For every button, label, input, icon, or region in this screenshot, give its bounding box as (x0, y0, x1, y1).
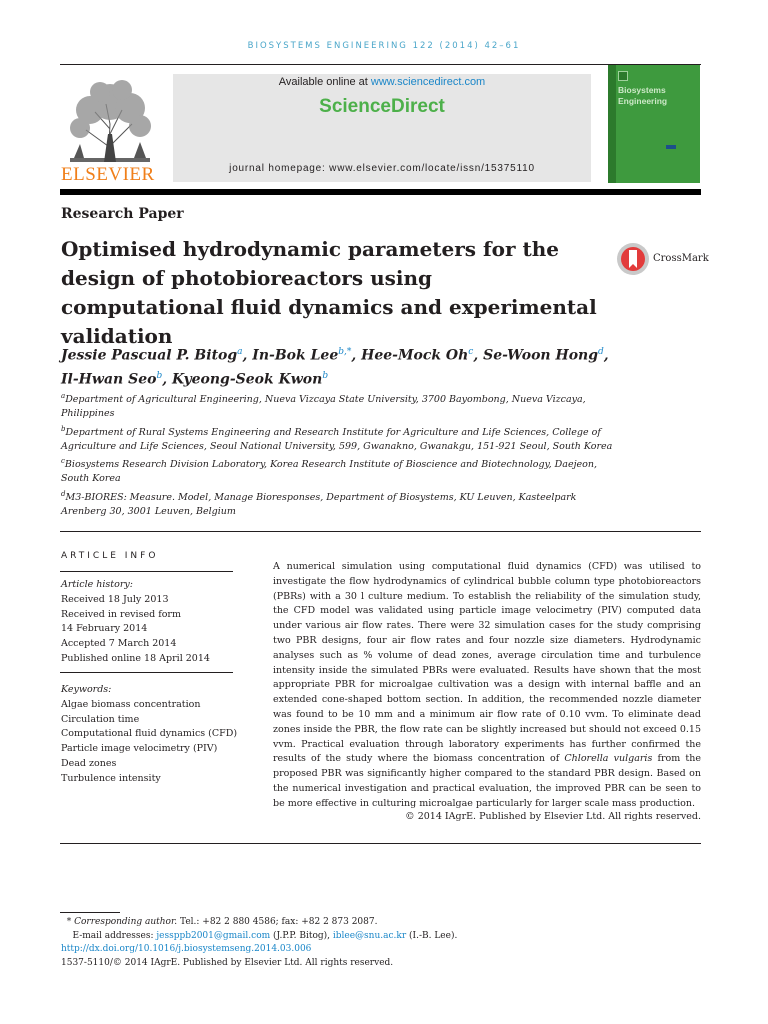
abstract-species: Chlorella vulgaris (564, 753, 653, 765)
corresponding-text: Tel.: +82 2 880 4586; fax: +82 2 873 2087. (177, 917, 378, 927)
author-name[interactable]: In-Bok Lee (252, 347, 339, 364)
history-entry: Published online 18 April 2014 (61, 652, 210, 664)
abstract-paragraph (273, 560, 701, 812)
affiliation (61, 487, 621, 520)
affiliation-marker: c (61, 457, 65, 466)
author-list (61, 342, 641, 389)
affiliation (61, 454, 621, 487)
section-label: Research Paper (61, 206, 184, 222)
available-online-line (173, 76, 591, 88)
author-separator: , (603, 347, 609, 364)
keywords-label: Keywords: (61, 684, 112, 695)
available-prefix: Available online at (278, 76, 371, 88)
email-link[interactable]: iblee@snu.ac.kr (332, 930, 407, 941)
cover-stripe (608, 65, 616, 183)
author-separator: , (162, 371, 172, 388)
author-affil-marker[interactable]: b (156, 370, 163, 381)
keywords (61, 683, 241, 787)
cover-title (618, 85, 667, 107)
journal-running-header: BIOSYSTEMS ENGINEERING 122 (2014) 42–61 (247, 41, 521, 51)
abstract (273, 560, 701, 812)
affiliation-marker: d (61, 489, 66, 498)
affiliation (61, 389, 621, 422)
header-rule (60, 64, 701, 65)
author-affil-marker[interactable]: d (598, 347, 604, 357)
article-title: Optimised hydrodynamic parameters for the design of photobioreactors using computational fluid dynamics and experimental validation (61, 237, 597, 348)
elsevier-wordmark: ELSEVIER (61, 164, 155, 185)
article-history (61, 578, 241, 667)
author-separator: , (473, 347, 484, 364)
cover-logo-mark (618, 71, 628, 81)
affiliation (61, 422, 621, 455)
sciencedirect-wordmark: ScienceDirect (319, 96, 445, 117)
cover-badge (666, 145, 676, 149)
keyword: Particle image velocimetry (PIV) (61, 743, 218, 755)
history-entry: Received 18 July 2013 (61, 593, 169, 605)
history-label: Article history: (61, 579, 133, 590)
keyword: Turbulence intensity (61, 772, 161, 784)
affiliation-list (61, 389, 621, 519)
author-separator: , (242, 347, 253, 364)
article-info-rule (60, 571, 233, 572)
corresponding-label: * Corresponding author. (66, 917, 178, 927)
corresponding-author-note (61, 916, 701, 930)
email-link[interactable]: jessppb2001@gmail.com (156, 930, 271, 941)
author-name[interactable]: Jessie Pascual P. Bitog (61, 347, 238, 364)
keywords-rule (60, 672, 233, 673)
doi-link[interactable]: http://dx.doi.org/10.1016/j.biosystemseng.2014.03.006 (61, 944, 312, 955)
author-name[interactable]: Se-Woon Hong (483, 347, 598, 364)
author-separator: , (351, 347, 362, 364)
footnote-rule (60, 912, 120, 913)
affiliation-text: M3-BIORES: Measure. Model, Manage Bioresponses, Department of Biosystems, KU Leuven, Kasteelpark Arenberg 30, 3001 Leuven, Belgium (61, 491, 577, 518)
author-affil-marker[interactable]: b (322, 370, 329, 381)
affiliation-text: Biosystems Research Division Laboratory, Korea Research Institute of Bioscience and Biotechnology, Daejeon, South Korea (61, 459, 598, 485)
keyword: Circulation time (61, 713, 140, 725)
article-info-heading: ARTICLE INFO (61, 551, 159, 561)
author-name[interactable]: Hee-Mock Oh (361, 347, 469, 364)
affiliation-marker: b (61, 424, 66, 433)
section-divider (60, 531, 701, 532)
journal-cover-thumbnail (608, 65, 700, 183)
header-thick-rule (60, 189, 701, 195)
abstract-bottom-rule (60, 843, 701, 844)
email-owner: (I.-B. Lee). (406, 930, 458, 941)
email-prefix: E-mail addresses: (72, 930, 157, 941)
issn-copyright: 1537-5110/© 2014 IAgrE. Published by Elsevier Ltd. All rights reserved. (61, 957, 394, 968)
crossmark-label[interactable]: CrossMark (653, 253, 709, 264)
abstract-text-cont: from the proposed PBR was significantly higher compared to the standard PBR design. Based on the numerical investigation and practical evaluation, the improved PBR can be seen to be more effective in culturing microalgae particularly for larger scale mass production. (273, 753, 701, 809)
keyword: Computational fluid dynamics (CFD) (61, 728, 238, 740)
affiliation-marker: a (61, 392, 66, 400)
author-affil-marker[interactable]: a (237, 347, 243, 357)
footnotes (61, 916, 701, 970)
history-entry: Accepted 7 March 2014 (61, 638, 177, 650)
affiliation-text: Department of Rural Systems Engineering and Research Institute for Agriculture and Life Sciences, College of Agriculture and Life Sciences, Seoul National University, 599, Gwanakno, Gwanakgu, 151-921 Seoul, South Korea (61, 426, 613, 452)
author-affil-marker[interactable]: b,* (338, 347, 352, 357)
cover-title-line2: Engineering (618, 96, 668, 106)
author-name[interactable]: Kyeong-Seok Kwon (171, 371, 323, 388)
keyword: Algae biomass concentration (61, 698, 201, 710)
email-note (61, 930, 701, 944)
abstract-text: A numerical simulation using computational fluid dynamics (CFD) was utilised to investigate the flow hydrodynamics of cylindrical bubble column type photobioreactors (PBRs) with a 30 l culture medium. To establish the reliability of the simulation study, the CFD model was validated using particle image velocimetry (PIV) computed data under various air flow rates. There were 32 simulation cases for the study comprising two PBR designs, four air flow rates and four nozzle size diameters. Hydrodynamic analyses such as % volume of dead zones, average circulation time and turbulence intensity inside the simulated PBRs were evaluated. Results have shown that the most appropriate PBR for microalgae cultivation was a design with internal baffle and an extended cone-shaped bottom section. In addition, the recommended nozzle diameter was found to be 10 mm and a minimum air flow rate of 0.10 vvm. To eliminate dead zones inside the PBR, the flow rate can be slightly increased but should not exceed 0.15 vvm. Practical evaluation through laboratory experiments has further confirmed the results of the study where the biomass concentration of (273, 561, 701, 765)
keyword: Dead zones (61, 757, 117, 769)
author-affil-marker[interactable]: c (468, 347, 474, 357)
history-entry: Received in revised form (61, 608, 181, 620)
affiliation-text: Department of Agricultural Engineering, Nueva Vizcaya State University, 3700 Bayombong, Nueva Vizcaya, Philippines (61, 394, 586, 420)
cover-title-line1: Biosystems (618, 85, 666, 95)
email-owner: (J.P.P. Bitog), (270, 930, 333, 941)
crossmark-icon[interactable] (616, 242, 650, 276)
abstract-copyright: © 2014 IAgrE. Published by Elsevier Ltd. All rights reserved. (405, 811, 701, 822)
journal-homepage: journal homepage: www.elsevier.com/locate/issn/15375110 (229, 163, 535, 174)
sciencedirect-link[interactable]: www.sciencedirect.com (370, 76, 486, 88)
author-name[interactable]: Il-Hwan Seo (61, 371, 157, 388)
history-entry: 14 February 2014 (61, 623, 148, 635)
